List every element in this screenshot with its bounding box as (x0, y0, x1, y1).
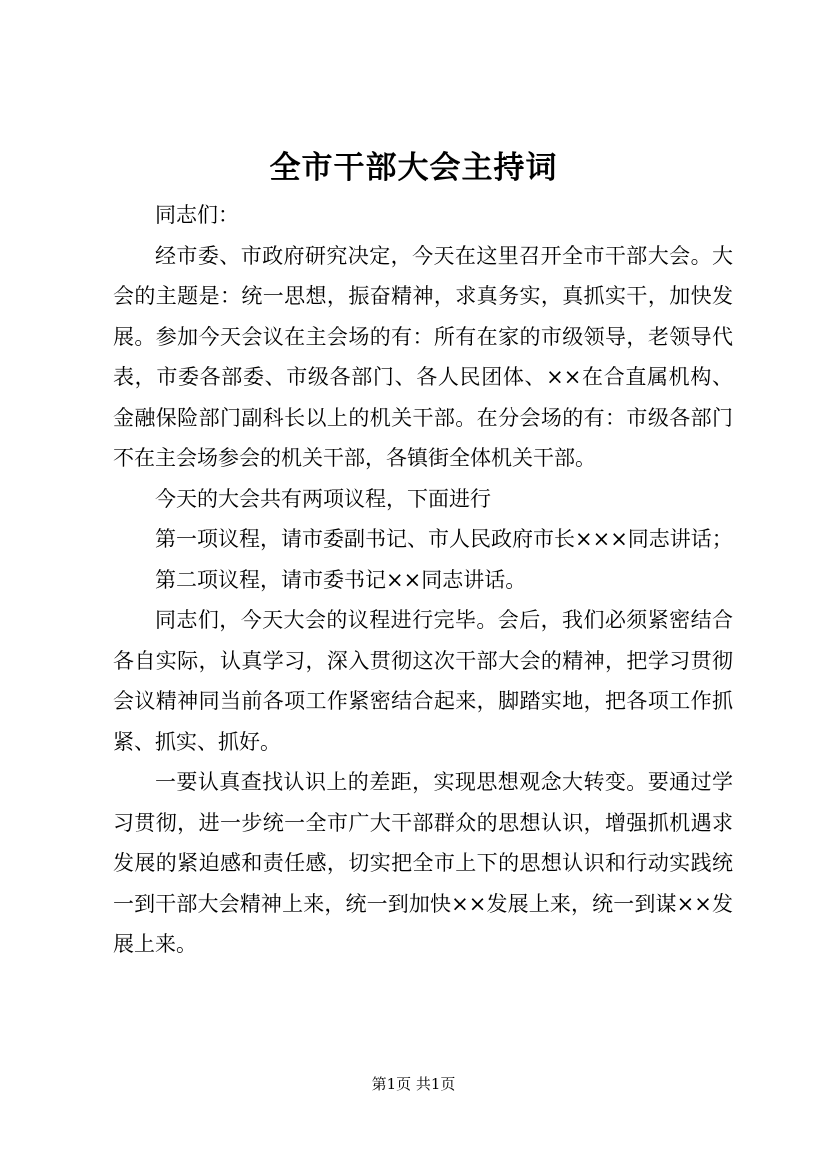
paragraph-closing: 同志们，今天大会的议程进行完毕。会后，我们必须紧密结合各自实际，认真学习，深入贯彻这次干部大会的精神，把学习贯彻会议精神同当前各项工作紧密结合起来，脚踏实地，把各项工作抓紧、抓实、抓好。 (113, 608, 733, 754)
paragraph-agenda-intro: 今天的大会共有两项议程，下面进行 (155, 486, 491, 511)
paragraph-opening: 经市委、市政府研究决定，今天在这里召开全市干部大会。大会的主题是：统一思想，振奋精神，求真务实，真抓实干，加快发展。参加今天会议在主会场的有：所有在家的市级领导，老领导代表，市委各部委、市级各部门、各人民团体、××在合直属机构、金融保险部门副科长以上的机关干部。在分会场的有：市级各部门不在主会场参会的机关干部，各镇街全体机关干部。 (113, 243, 733, 470)
paragraph-agenda-item-1: 第一项议程，请市委副书记、市人民政府市长×××同志讲话； (155, 527, 733, 551)
paragraph-salutation: 同志们： (155, 203, 239, 227)
document-body (113, 195, 733, 965)
page-number-footer: 第1页 共1页 (371, 1075, 456, 1093)
paragraph-agenda-item-2: 第二项议程，请市委书记××同志讲话。 (155, 567, 527, 592)
document-title: 全市干部大会主持词 (269, 150, 558, 186)
paragraph-requirement-1: 一要认真查找认识上的差距，实现思想观念大转变。要通过学习贯彻，进一步统一全市广大干部群众的思想认识，增强抓机遇求发展的紧迫感和责任感，切实把全市上下的思想认识和行动实践统一到干部大会精神上来，统一到加快××发展上来，统一到谋××发展上来。 (113, 770, 733, 956)
